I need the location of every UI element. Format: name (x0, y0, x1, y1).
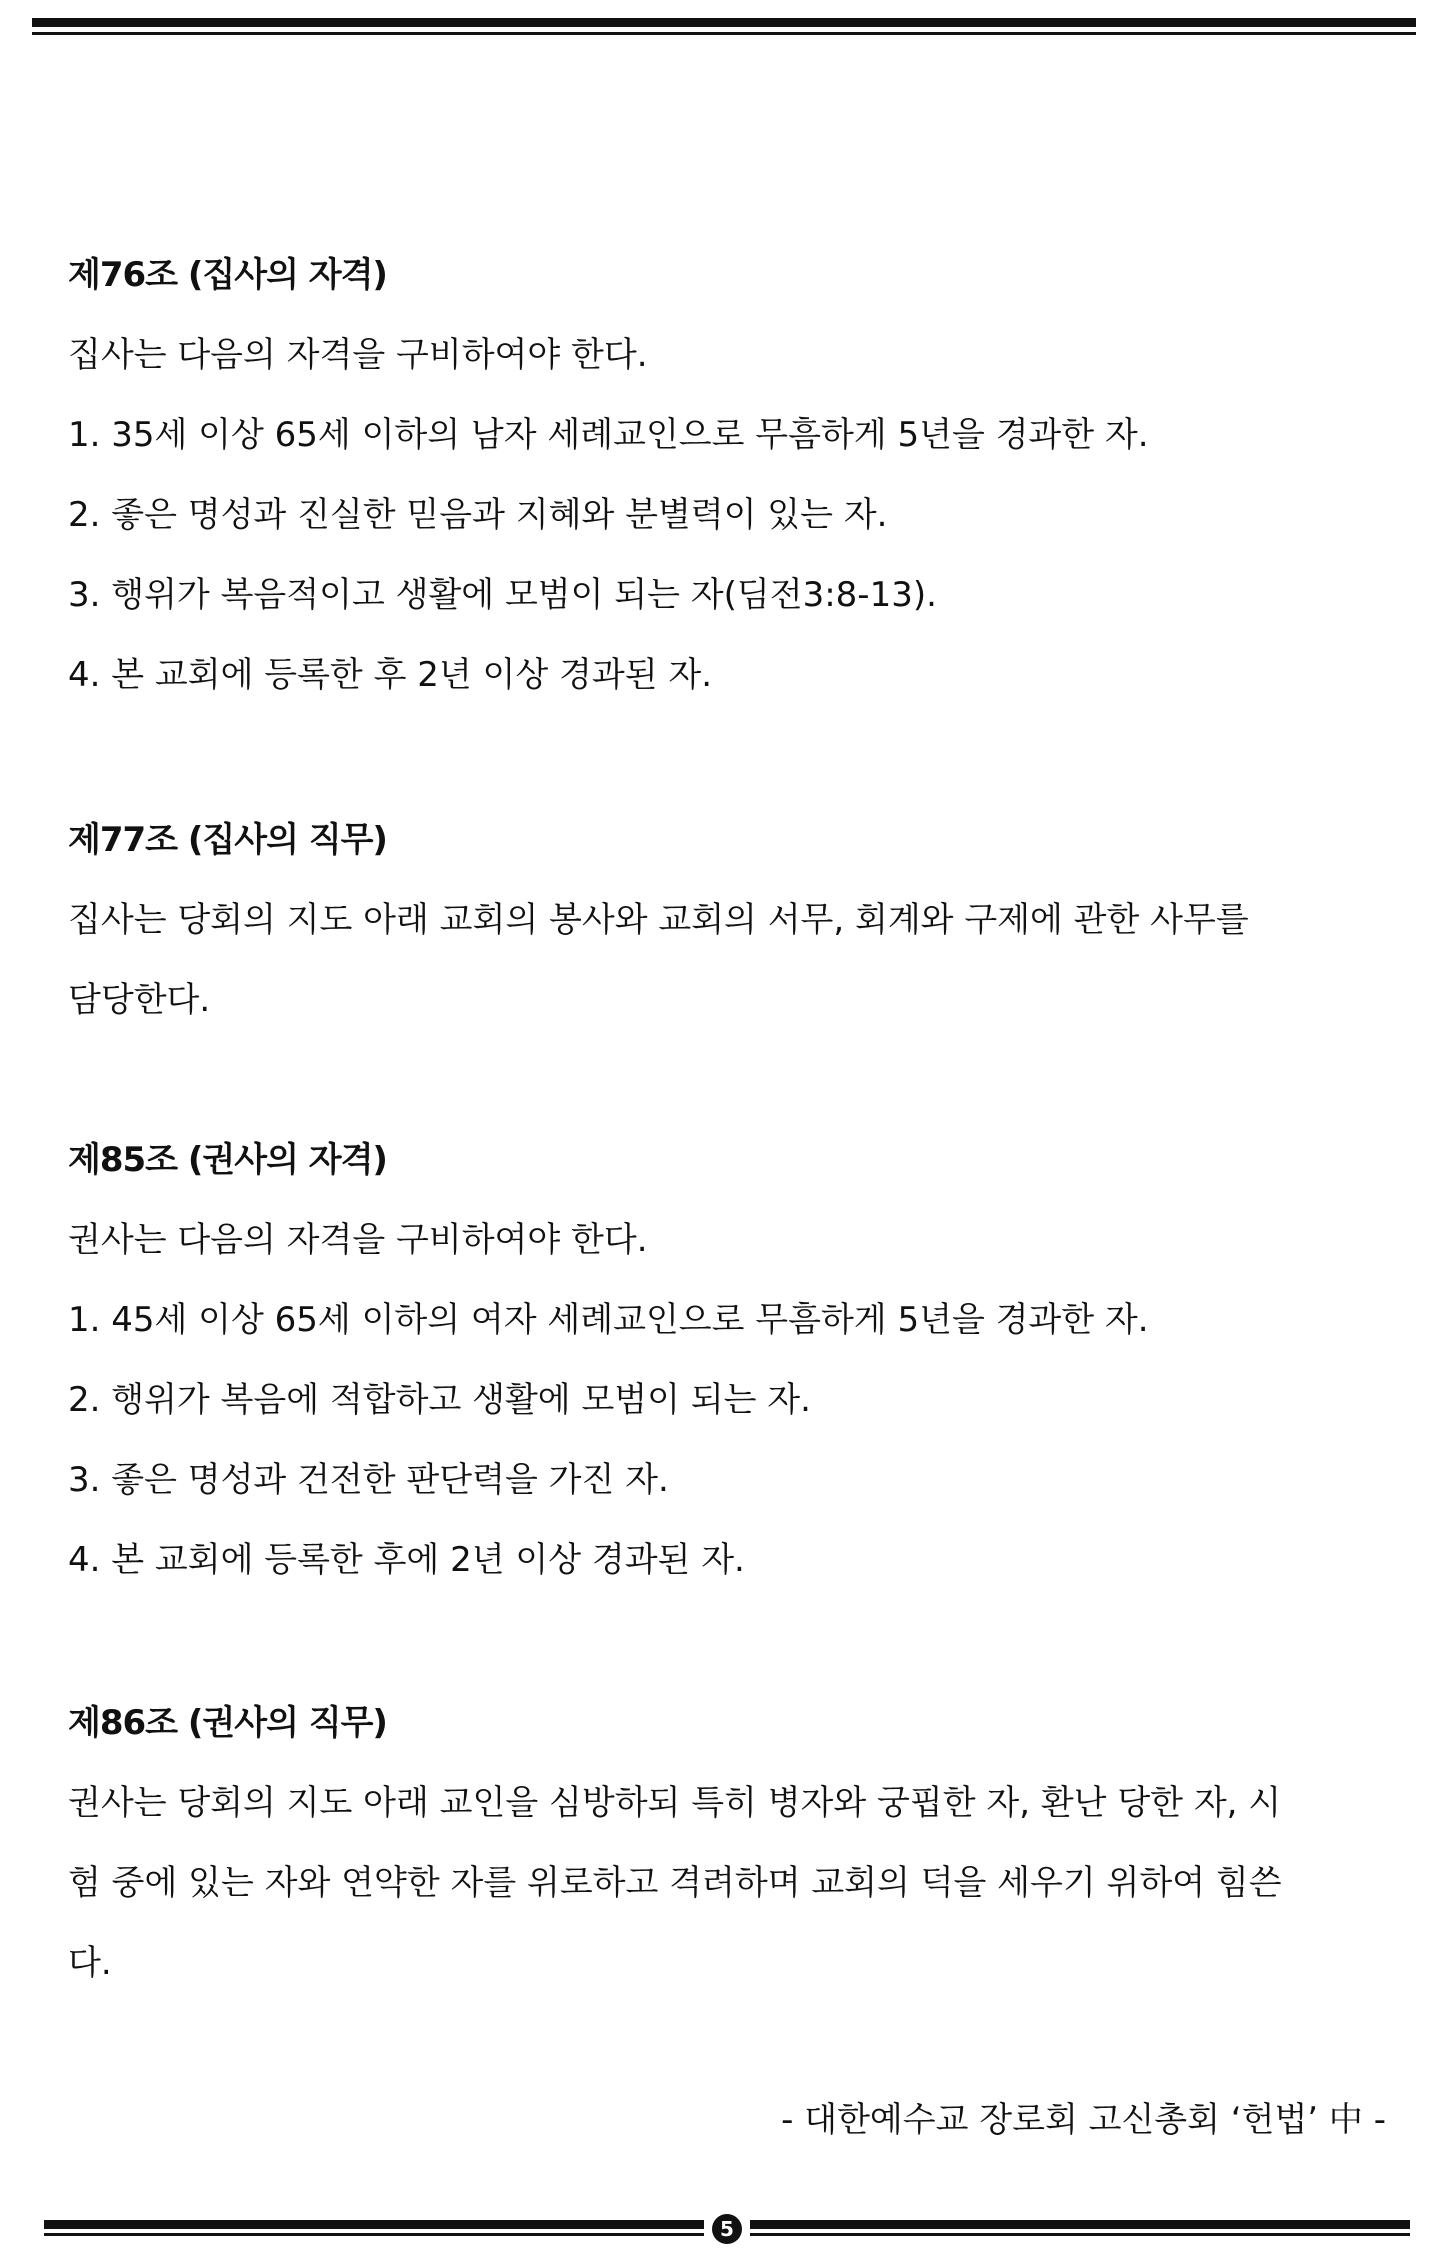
article-86 (68, 1683, 1388, 2003)
article-line: 4. 본 교회에 등록한 후에 2년 이상 경과된 자. (68, 1540, 745, 1580)
article-76 (68, 235, 1388, 715)
top-border-rule (32, 18, 1416, 38)
article-line: 담당한다. (68, 980, 211, 1020)
bottom-border-rule (44, 2214, 1410, 2244)
article-line: 권사는 당회의 지도 아래 교인을 심방하되 특히 병자와 궁핍한 자, 환난 당한 자, 시 (68, 1783, 1282, 1823)
article-line: 집사는 다음의 자격을 구비하여야 한다. (68, 335, 648, 375)
article-title: 제77조 (집사의 직무) (68, 820, 387, 860)
article-title: 제86조 (권사의 직무) (68, 1703, 387, 1743)
page-number-badge: 5 (712, 2214, 742, 2244)
article-line: 3. 좋은 명성과 건전한 판단력을 가진 자. (68, 1460, 669, 1500)
article-line: 다. (68, 1943, 112, 1983)
article-line: 1. 35세 이상 65세 이하의 남자 세례교인으로 무흠하게 5년을 경과한 자. (68, 415, 1149, 455)
article-line: 권사는 다음의 자격을 구비하여야 한다. (68, 1220, 648, 1260)
article-title: 제85조 (권사의 자격) (68, 1140, 387, 1180)
bottom-rule-left (44, 2214, 704, 2244)
article-line: 1. 45세 이상 65세 이하의 여자 세례교인으로 무흠하게 5년을 경과한 자. (68, 1300, 1149, 1340)
article-line: 4. 본 교회에 등록한 후 2년 이상 경과된 자. (68, 655, 712, 695)
bottom-rule-right (750, 2214, 1410, 2244)
article-title: 제76조 (집사의 자격) (68, 255, 387, 295)
article-line: 험 중에 있는 자와 연약한 자를 위로하고 격려하며 교회의 덕을 세우기 위하여 힘쓴 (68, 1863, 1282, 1903)
article-line: 3. 행위가 복음적이고 생활에 모범이 되는 자(딤전3:8-13). (68, 575, 937, 615)
article-85 (68, 1120, 1388, 1600)
article-line: 2. 좋은 명성과 진실한 믿음과 지혜와 분별력이 있는 자. (68, 495, 888, 535)
article-line: 2. 행위가 복음에 적합하고 생활에 모범이 되는 자. (68, 1380, 811, 1420)
article-line: 집사는 당회의 지도 아래 교회의 봉사와 교회의 서무, 회계와 구제에 관한 사무를 (68, 900, 1249, 940)
source-citation: - 대한예수교 장로회 고신총회 ‘헌법’ 中 - (781, 2100, 1386, 2140)
article-77 (68, 800, 1388, 1040)
